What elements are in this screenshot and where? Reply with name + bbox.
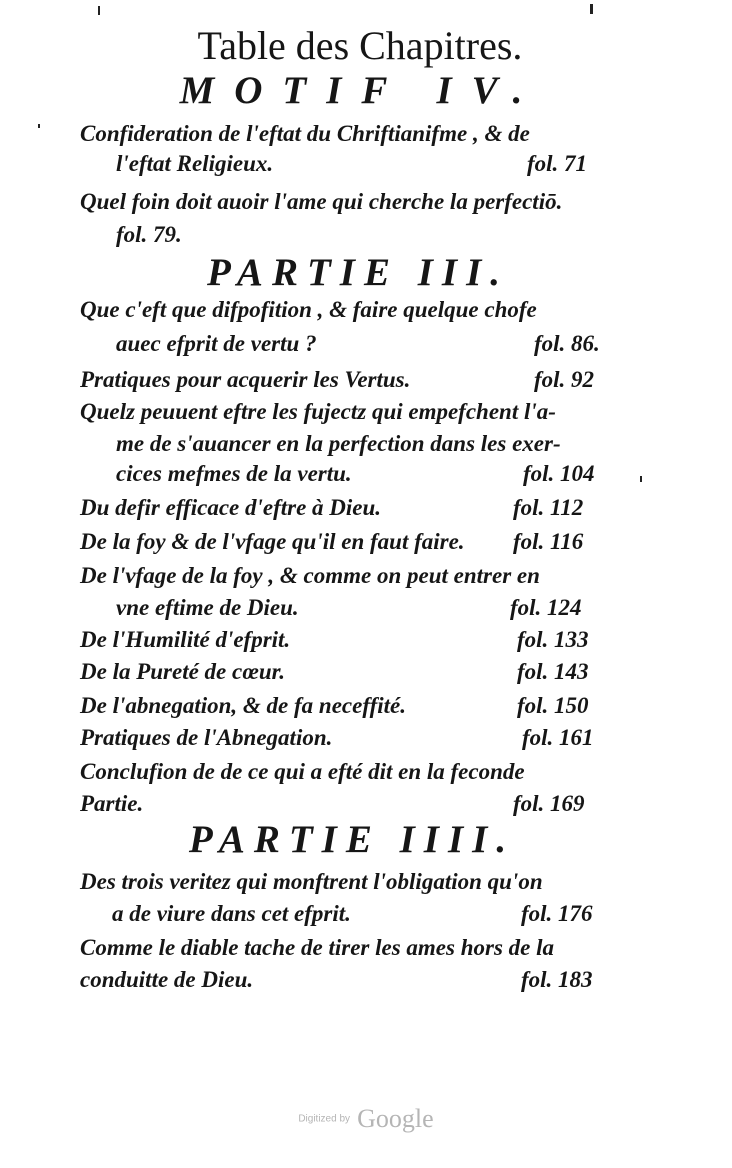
entry-line: De l'Humilité d'efprit.: [80, 627, 291, 652]
entry-line: Des trois veritez qui monftrent l'obligation qu'on: [80, 869, 543, 894]
entry-line: Pratiques de l'Abnegation.: [80, 725, 333, 750]
section-title-partie-iii: PARTIE III.: [207, 251, 509, 294]
entry-line: l'eftat Religieux.: [116, 151, 274, 176]
watermark-logo: Google: [357, 1104, 434, 1133]
entry-line: Pratiques pour acquerir les Vertus.: [80, 367, 411, 392]
scan-speck: [98, 6, 100, 15]
entry-line: fol. 79.: [116, 222, 182, 247]
digitized-watermark: [0, 1104, 732, 1134]
section-title-partie-iiii: PARTIE IIII.: [188, 818, 516, 861]
folio-number: fol. 176: [521, 901, 593, 926]
entry-line: Comme le diable tache de tirer les ames hors de la: [80, 935, 555, 960]
entry-line: De l'abnegation, & de fa neceffité.: [80, 693, 406, 718]
folio-number: fol. 133: [517, 627, 589, 652]
entry-line: Quelz peuuent eftre les fujectz qui empefchent l'a-: [80, 399, 556, 424]
entry-line: Que c'eft que difpofition , & faire quelque chofe: [80, 297, 537, 322]
folio-number: fol. 169: [513, 791, 585, 816]
folio-number: fol. 71: [527, 151, 588, 176]
entry-line: De la Pureté de cœur.: [80, 659, 286, 684]
entry-line: conduitte de Dieu.: [80, 967, 254, 992]
entry-line: De l'vfage de la foy , & comme on peut entrer en: [80, 563, 540, 588]
scan-speck: [640, 476, 642, 482]
entry-line: auec efprit de vertu ?: [116, 331, 317, 356]
entry-line: Conclufion de de ce qui a efté dit en la feconde: [80, 759, 525, 784]
running-head: Table des Chapitres.: [197, 23, 523, 68]
entry-line: cices mefmes de la vertu.: [116, 461, 352, 486]
folio-number: fol. 183: [521, 967, 593, 992]
folio-number: fol. 104: [523, 461, 595, 486]
folio-number: fol. 124: [510, 595, 582, 620]
folio-number: fol. 92: [534, 367, 595, 392]
entry-line: Confideration de l'eftat du Chriftianifme , & de: [80, 121, 530, 146]
folio-number: fol. 116: [513, 529, 584, 554]
watermark-prefix: Digitized by: [298, 1113, 351, 1125]
folio-number: fol. 143: [517, 659, 589, 684]
scan-speck: [38, 124, 40, 128]
folio-number: fol. 86.: [534, 331, 600, 356]
entry-line: Partie.: [80, 791, 144, 816]
section-title-motif-iv: MOTIF IV.: [179, 69, 543, 112]
entry-line: me de s'auancer en la perfection dans les exer-: [116, 431, 561, 456]
entry-line: a de viure dans cet efprit.: [112, 901, 351, 926]
folio-number: fol. 112: [513, 495, 584, 520]
entry-line: vne eftime de Dieu.: [116, 595, 299, 620]
scan-speck: [590, 4, 593, 14]
entry-line: De la foy & de l'vfage qu'il en faut faire.: [80, 529, 465, 554]
entry-line: Quel foin doit auoir l'ame qui cherche la perfectiō.: [80, 189, 563, 214]
entry-line: Du defir efficace d'eftre à Dieu.: [80, 495, 382, 520]
folio-number: fol. 150: [517, 693, 589, 718]
folio-number: fol. 161: [522, 725, 594, 750]
